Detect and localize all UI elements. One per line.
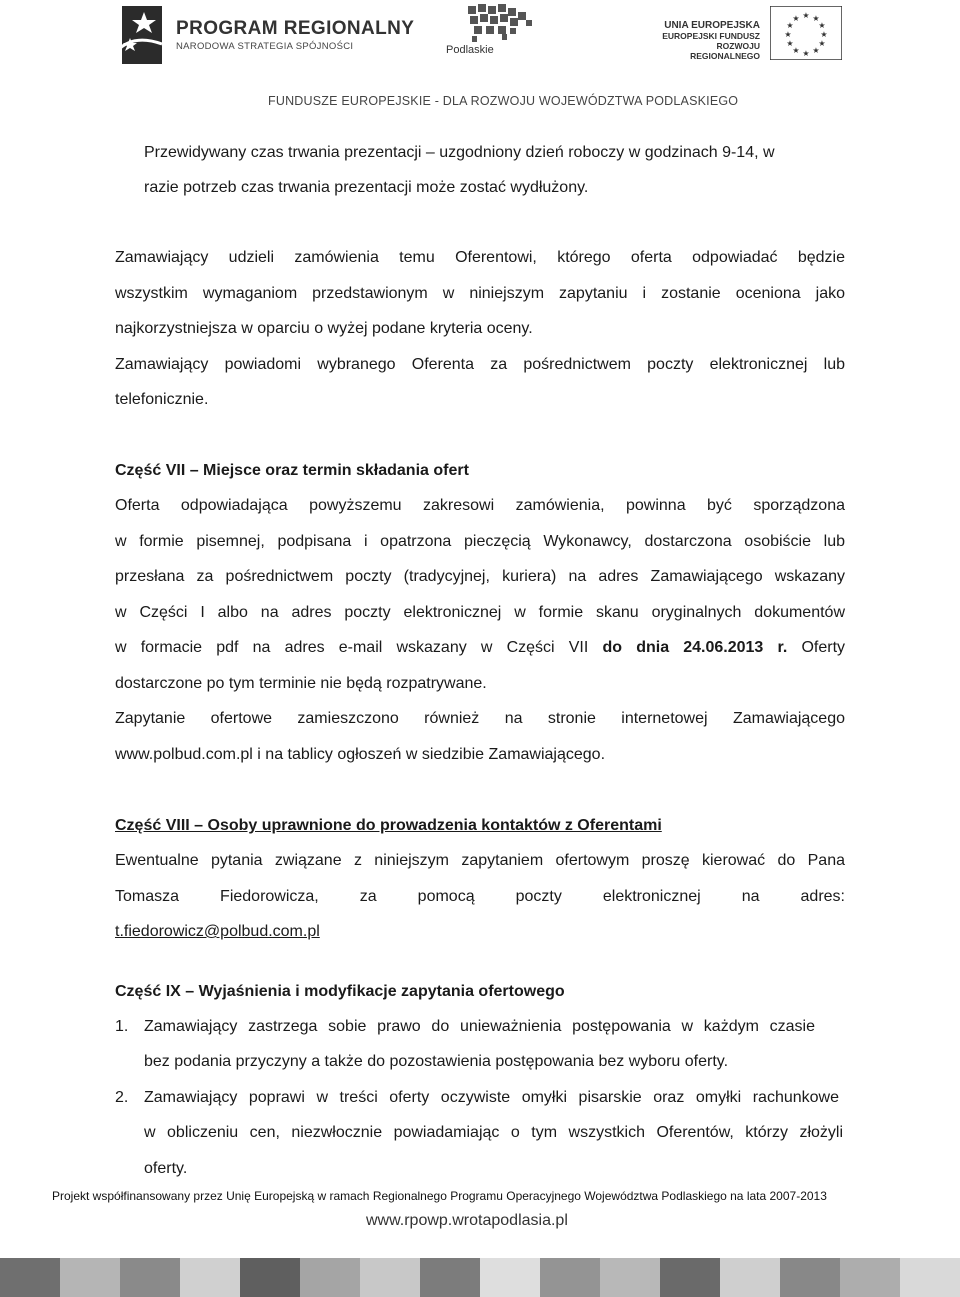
footer-bar-segment (240, 1258, 300, 1297)
section7-line-6: dostarczone po tym terminie nie będą rozpatrywane. (115, 675, 487, 692)
svg-text:★: ★ (820, 30, 828, 39)
section7-line-3: przesłana za pośrednictwem poczty (tradycyjnej, kuriera) na adres Zamawiającego wskazany (115, 568, 845, 585)
award-line-1: Zamawiający udzieli zamówienia temu Oferentowi, którego oferta odpowiadać będzie (115, 249, 845, 266)
award-line-4: Zamawiający powiadomi wybranego Oferenta za pośrednictwem poczty elektronicznej lub (115, 356, 845, 373)
section7-line-7: Zapytanie ofertowe zamieszczono również na stronie internetowej Zamawiającego (115, 710, 845, 727)
footer-decorative-bar (0, 1258, 960, 1297)
program-regionalny-block (176, 18, 414, 52)
contact-email-line (115, 922, 320, 942)
fundusze-banner: FUNDUSZE EUROPEJSKIE - DLA ROZWOJU WOJEWÓDZTWA PODLASKIEGO (268, 94, 739, 108)
section9-item-2-line-1: Zamawiający poprawi w treści oferty oczywiste omyłki pisarskie oraz omyłki rachunkowe (144, 1089, 839, 1106)
award-line-5: telefonicznie. (115, 391, 209, 408)
footer-bar-segment (0, 1258, 60, 1297)
footer-bar-segment (660, 1258, 720, 1297)
cofinance-note: Projekt współfinansowany przez Unię Europejską w ramach Regionalnego Programu Operacyjnego Województwa Podlaskiego na lata 2007-2013 (52, 1189, 827, 1203)
svg-text:★: ★ (812, 14, 820, 23)
ue-fund-line1: EUROPEJSKI FUNDUSZ (662, 31, 760, 41)
section9-item-2-number: 2. (115, 1089, 129, 1106)
svg-text:★: ★ (818, 39, 826, 48)
section7-line-2: w formie pisemnej, podpisana i opatrzona pieczęcią Wykonawcy, dostarczona osobiście lub (115, 533, 845, 550)
section8-line-2: Tomasza Fiedorowicza, za pomocą poczty elektronicznej na adres: (115, 888, 845, 905)
svg-text:★: ★ (802, 11, 810, 20)
section9-item-1-number: 1. (115, 1018, 129, 1035)
section9-item-1-line-1: Zamawiający zastrzega sobie prawo do unieważnienia postępowania w każdym czasie (144, 1018, 815, 1035)
award-line-3: najkorzystniejsza w oparciu o wyżej podane kryteria oceny. (115, 320, 533, 337)
section9-heading: Część IX – Wyjaśnienia i modyfikacje zapytania ofertowego (115, 983, 565, 1000)
svg-text:★: ★ (786, 21, 794, 30)
section7-line-4: w Części I albo na adres poczty elektronicznej w formie skanu oryginalnych dokumentów (115, 604, 845, 621)
footer-bar-segment (720, 1258, 780, 1297)
svg-text:★: ★ (784, 30, 792, 39)
section7-line-1: Oferta odpowiadająca powyższemu zakresowi zamówienia, powinna być sporządzona (115, 497, 845, 514)
section9-item-2-line-2: w obliczeniu cen, niezwłocznie powiadamiając o tym wszystkich Oferentów, którzy złożyli (144, 1124, 843, 1141)
footer-bar-segment (180, 1258, 240, 1297)
section7-line-5-pre: w formacie pdf na adres e-mail wskazany w Części VII (115, 639, 589, 656)
footer-bar-segment (600, 1258, 660, 1297)
footer-bar-segment (300, 1258, 360, 1297)
footer-bar-segment (120, 1258, 180, 1297)
intro-line-1: Przewidywany czas trwania prezentacji – uzgodniony dzień roboczy w godzinach 9-14, w (144, 144, 775, 161)
svg-text:★: ★ (802, 49, 810, 58)
ue-text-block (656, 20, 760, 61)
svg-text:★: ★ (786, 39, 794, 48)
footer-bar-segment (60, 1258, 120, 1297)
footer-bar-segment (780, 1258, 840, 1297)
ue-fund-line2: ROZWOJU REGIONALNEGO (690, 41, 760, 61)
ue-title: UNIA EUROPEJSKA (664, 20, 760, 31)
footer-bar-segment (360, 1258, 420, 1297)
section7-line-5-post: Oferty (801, 639, 846, 656)
section7-line-5 (115, 638, 845, 658)
award-line-2: wszystkim wymaganiom przedstawionym w niniejszym zapytaniu i zostanie oceniona jako (115, 285, 845, 302)
section8-line-1: Ewentualne pytania związane z niniejszym zapytaniem ofertowym proszę kierować do Pana (115, 852, 845, 869)
footer-bar-segment (540, 1258, 600, 1297)
section9-item-2-line-3: oferty. (144, 1160, 188, 1177)
section9-item-1-line-2: bez podania przyczyny a także do pozostawienia postępowania bez wyboru oferty. (144, 1053, 729, 1070)
footer-bar-segment (840, 1258, 900, 1297)
footer-bar-segment (420, 1258, 480, 1297)
svg-text:★: ★ (818, 21, 826, 30)
svg-text:★: ★ (812, 46, 820, 55)
footer-bar-segment (900, 1258, 960, 1297)
program-subtitle: NARODOWA STRATEGIA SPÓJNOŚCI (176, 41, 354, 52)
intro-line-2: razie potrzeb czas trwania prezentacji może zostać wydłużony. (144, 179, 589, 196)
program-title: PROGRAM REGIONALNY (176, 18, 415, 39)
contact-email-link[interactable]: t.fiedorowicz@polbud.com.pl (115, 923, 320, 940)
eu-flag-icon (770, 6, 842, 60)
footer-website: www.rpowp.wrotapodlasia.pl (366, 1212, 568, 1229)
section8-heading: Część VIII – Osoby uprawnione do prowadzenia kontaktów z Oferentami (115, 817, 662, 834)
svg-text:★: ★ (792, 14, 800, 23)
podlaskie-label: Podlaskie (446, 44, 494, 56)
section7-line-8: www.polbud.com.pl i na tablicy ogłoszeń w siedzibie Zamawiającego. (115, 746, 606, 763)
deadline-date: do dnia 24.06.2013 r. (602, 639, 788, 656)
program-regionalny-logo-icon (116, 4, 164, 66)
svg-text:★: ★ (792, 46, 800, 55)
footer-bar-segment (480, 1258, 540, 1297)
section7-heading: Część VII – Miejsce oraz termin składania ofert (115, 462, 469, 479)
